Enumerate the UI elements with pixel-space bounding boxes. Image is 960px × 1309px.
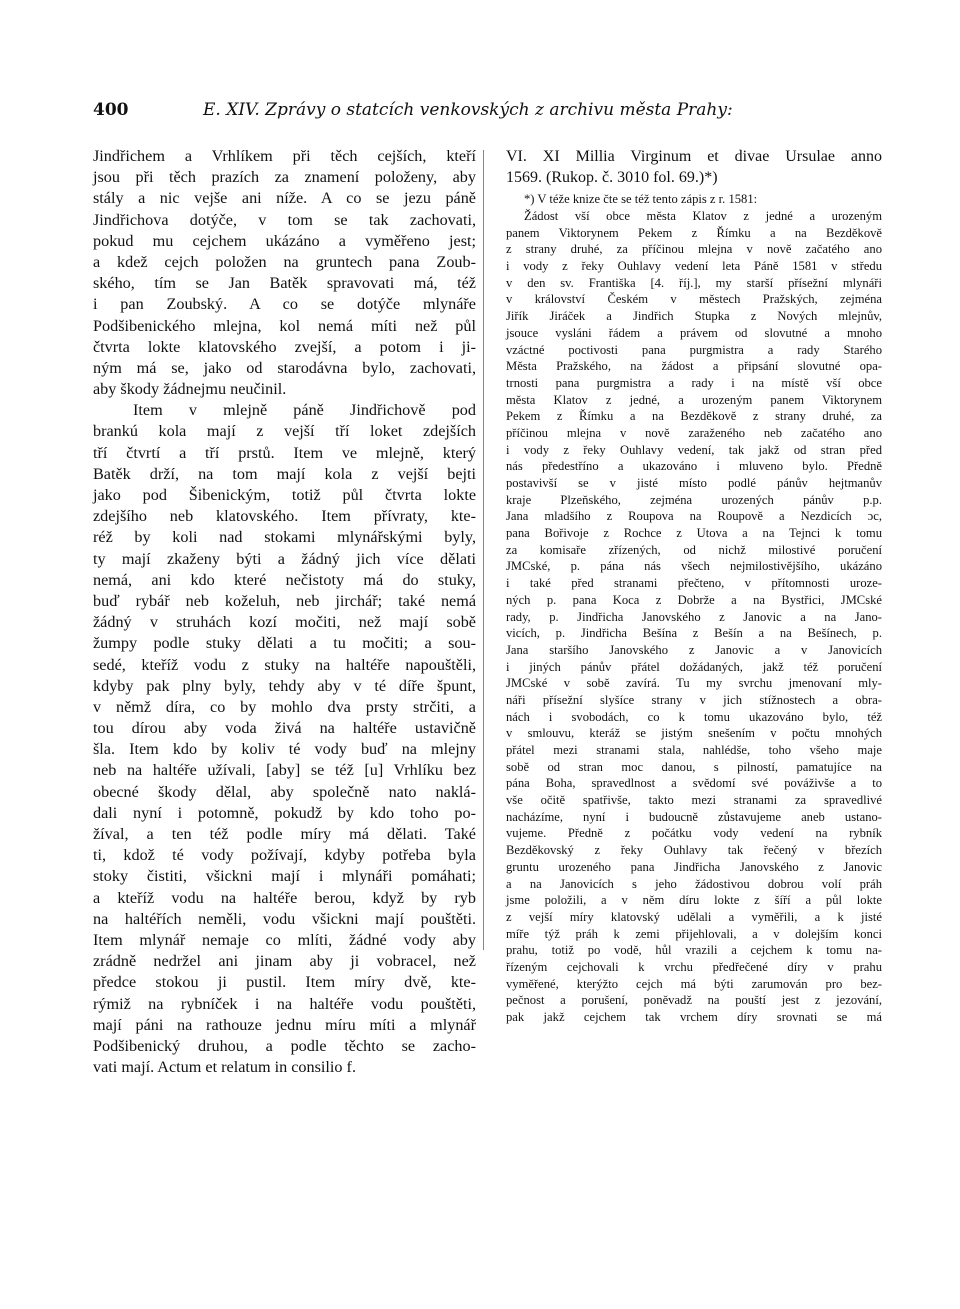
text-line: jako pod Šibenickým, totiž půl čtvrta lokte — [93, 486, 476, 504]
footnote-text-line: v království Českém v městech Pražských, zejména — [506, 292, 882, 307]
text-line: v němž díra, co by mohlo dva prsty strčiti, a — [93, 697, 476, 716]
footnote-text-line: míře týž práh k zemi přijehlovali, a v dolejším konci — [506, 926, 882, 941]
footnote-text-line: Žádost vší obce města Klatov z jedné a urozeným — [524, 209, 882, 223]
page-header — [93, 100, 873, 126]
footnote-text-line: pána Boha, spravedlnost a svědomí své pováživše a to — [506, 776, 882, 791]
text-line: čtvrta lokte klatovského zvejší, a potom i ji- — [93, 337, 476, 356]
footnote-text-line: pečnost a porušení, poněvadž na pouští jest z jezování, — [506, 993, 882, 1008]
column-divider — [483, 150, 484, 950]
footnote-text-line: z vejší míry klatovský udělali a vyměřili, a k jisté — [506, 909, 882, 924]
footnote-text-line: v den sv. Františka [4. říj.], my starší přísežní mlynáři — [506, 275, 882, 290]
text-line: šla. Item kdo by koliv té vody buď na mlejny — [93, 740, 476, 759]
footnote-text-line: nás předestříno a ukazováno i mluveno bylo. Předně — [506, 459, 882, 474]
footnote-text-line: vujeme. Předně z počátku vody vedení na rybník — [506, 826, 882, 841]
footnote-text-line: JMCské v sobě zavírá. Tu my svrchu jmenovaní mly- — [506, 676, 882, 691]
footnote-text-line: za komisaře zřízených, od nichž milostivé poručení — [506, 542, 882, 557]
text-line: a kteříž vodu na haltéře berou, když by ryb — [93, 888, 476, 907]
footnote-text-line: vše očitě spatřivše, takto mezi stranami za spravedlivé — [506, 793, 882, 808]
footnote-text-line: pak jakž cejchem tak vrchem díry srovnati se má — [506, 1010, 882, 1024]
footnote-text-line: gruntu urozeného pana Jindřicha Janovského z Janovic — [506, 859, 882, 874]
footnote-text-line: i také před stranami přečteno, v přítomnosti uroze- — [506, 576, 882, 591]
footnote-text-line: Jana staršího Janovského z Janovic a v Janovicích — [506, 642, 882, 657]
footnote-text-line: rady, p. Jindřicha Janovského z Janovic a na Jano- — [506, 609, 882, 624]
text-line: Podšibenický druhou, a podle těchto se zacho- — [93, 1036, 476, 1055]
section-heading-line: VI. XI Millia Virginum et divae Ursulae anno — [506, 148, 882, 165]
footnote-text-line: jsouce vysláni řádem a právem od slovutné a mnoho — [506, 325, 882, 340]
footnote-text-line: trnosti pana purgmistra a rady i na místě vší obce — [506, 375, 882, 390]
text-line: stoky čistiti, všickni mají i mlynáři pomáhati; — [93, 867, 476, 886]
text-line: žumpy podle stuky dělati a tu močiti; a sou- — [93, 634, 476, 653]
text-line: pokud mu cejchem ukázáno a vyměřeno jest; — [93, 231, 476, 250]
running-title: E. XIV. Zprávy o statcích venkovských z archivu města Prahy: — [203, 100, 733, 120]
footnote-text-line: pana Bořivoje z Rochce z Utova a na Tejnci k tomu — [506, 526, 882, 541]
footnote-text-line: vicích, p. Jindřicha Bešína z Bešín a na Bešínech, p. — [506, 626, 882, 641]
text-line: Jindřichem a Vrhlíkem při těch cejších, kteří — [93, 147, 476, 165]
section-heading-line: 1569. (Rukop. č. 3010 fol. 69.)*) — [506, 169, 718, 186]
text-line: ti, kdož té vody požívají, kdyby potřeba byla — [93, 846, 476, 865]
text-line: zrádně nedržel ani jinam aby ji vobracel, než — [93, 952, 476, 971]
text-line: na haltéřích neměli, vodu všickni mají pouštěti. — [93, 909, 476, 928]
text-line: obecné škody dělal, aby společně nato naklá- — [93, 782, 476, 801]
footnote-text-line: panem Viktorynem Pekem z Římku a na Bezděkově — [506, 225, 882, 240]
text-line: ným má se, jako od starodávna bylo, zachovati, — [93, 358, 476, 377]
text-line: neb na haltéře užívali, [aby] se též [u] Vrhlíku bez — [93, 761, 476, 780]
footnote-line: *) V téže knize čte se též tento zápis z r. 1581: — [524, 192, 758, 206]
text-line: zdejšího neb klatovského. Item přívraty, kte- — [93, 507, 476, 526]
footnote-text-line: nacházíme, nyní i budoucně zůstavujeme aneb ustano- — [506, 809, 882, 824]
footnote-text-line: ných p. pana Koca z Dobrže a na Bystřici, JMCské — [506, 592, 882, 607]
right-column — [506, 146, 882, 1026]
text-line: ty mají zkaženy býti a žádný jich více dělati — [93, 549, 476, 568]
page-number: 400 — [93, 100, 129, 120]
text-line: ského, tím se Jan Batěk spravovati má, též — [93, 274, 476, 293]
footnote-text-line: Bezděkovský z řeky Ouhlavy tak řečený v březích — [506, 843, 882, 858]
text-line: dali nyní i potomně, pokudž by kdo toho po- — [93, 803, 476, 822]
text-line: kdyby pak plny byly, tehdy aby v té díře špunt, — [93, 676, 476, 695]
text-line: vati mají. Actum et relatum in consilio f. — [93, 1058, 356, 1077]
text-line: buď rybář neb koželuh, neb jirchář; také nemá — [93, 591, 476, 610]
footnote-text-line: sobě od stran moc danou, s pilností, pamatujíce na — [506, 759, 882, 774]
footnote-text-line: nách i svobodách, co k tomu ukazováno bylo, též — [506, 709, 882, 724]
text-line: a kdež cejch položen na gruntech pana Zoub- — [93, 252, 476, 271]
footnote-text-line: i jiných pánův přátel dožádaných, jakž též poručení — [506, 659, 882, 674]
text-line: Jindřichova dotýče, v tom se tak zachovati, — [93, 210, 476, 229]
footnote-text-line: řízeným cejchovali k vrchu předřečené díry v prahu — [506, 959, 882, 974]
footnote-text-line: a na Janovicích s jeho žádostivou dobrou volí práh — [506, 876, 882, 891]
text-line: aby škody žádnejmu neučinil. — [93, 380, 287, 399]
footnote-body — [506, 208, 882, 1026]
text-line: sedé, kteříž vodu z stuky na haltéře napouštěli, — [93, 655, 476, 674]
footnote-text-line: i vody z řeky Ouhlavy vedení leta Páně 1581 v středu — [506, 259, 882, 274]
text-line: i pan Zoubský. A co se dotýče mlynáře — [93, 295, 476, 314]
footnote-text-line: Jiřík Jiráček a Jindřich Stupka z Nových mlejnův, — [506, 309, 882, 324]
footnote-text-line: Města Pražského, na žádost a připsání slovutné opa- — [506, 359, 882, 374]
text-line: réž by koli nad stokami mlynářskými byly, — [93, 528, 476, 547]
text-line: nemá, ani kdo které nečistoty má do stuky, — [93, 570, 476, 589]
text-line: jsou při těch prazích za znamení položeny, aby — [93, 168, 476, 187]
footnote-text-line: prahu, totiž po vodě, hůl vrazili a cejchem k tomu na- — [506, 943, 882, 958]
footnote-text-line: Pekem z Římku a na Bezděkově z strany druhé, za — [506, 409, 882, 424]
text-line: žádný v struhách kozí močiti, než mají sobě — [93, 613, 476, 632]
text-line: tří čtvrtí a tří prstů. Item ve mlejně, který — [93, 443, 476, 462]
footnote-text-line: JMCské, p. pána nás všech nejmilostivějšího, ukázáno — [506, 559, 882, 574]
footnote-text-line: města Klatov z jedné, a urozeným panem Viktorynem — [506, 392, 882, 407]
footnote-text-line: vyměřené, kterýžto cejch má býti zarumován pro bez- — [506, 976, 882, 991]
text-line: Item v mlejně páně Jindřichově pod — [133, 401, 476, 420]
left-column — [93, 146, 476, 1078]
text-line: Batěk drží, na tom mají kola z vejší bejti — [93, 464, 476, 483]
footnote-text-line: kraje Plzeňského, zejména urozených pánův p.p. — [506, 492, 882, 507]
footnote-text-line: náři přísežní slyšíce strany v jich stížnostech a obra- — [506, 692, 882, 707]
footnote-text-line: příčinou mlejna v nově zaraženého neb začatého ano — [506, 425, 882, 440]
text-line: rýmiž na rybníček i na haltéře vodu pouštěti, — [93, 994, 476, 1013]
text-line: mají páni na rathouze jednu míru míti a mlynář — [93, 1015, 476, 1034]
text-line: žíval, a ten též podle míry má dělati. Také — [93, 825, 476, 843]
footnote-text-line: přátel mezi stranami stala, nahlédše, toho všeho maje — [506, 743, 882, 757]
footnote-text-line: Jana mladšího z Roupova na Roupově a Nezdicích ɔc, — [506, 509, 882, 524]
text-line: Item mlynář nemaje co mlíti, žádné vody aby — [93, 930, 476, 949]
text-line: předce stokou ji pustil. Item míry dvě, kte- — [93, 973, 476, 992]
footnote-text-line: vzáctné poctivosti pana purgmistra a rady Starého — [506, 342, 882, 357]
footnote-text-line: z strany druhé, za příčinou mlejna v nově začatého ano — [506, 242, 882, 257]
text-line: brankú kola mají z vejší tří loket zdejších — [93, 422, 476, 441]
text-line: stály a nic vejše ani níže. A co se jezu páně — [93, 189, 476, 208]
text-line: Podšibenického mlejna, kol nemá míti než půl — [93, 316, 476, 335]
text-line: tou dírou aby voda živá na haltéře ustavičně — [93, 719, 476, 738]
footnote-text-line: v smlouvu, kteráž se jistým snešením v počtu mnohých — [506, 726, 882, 741]
footnote-text-line: jsme položili, a v něm díru lokte z šíří a půl lokte — [506, 893, 882, 908]
footnote-text-line: i vody z řeky Ouhlavy vedení, tak jakž od stran před — [506, 442, 882, 457]
footnote-text-line: postavivší se v jisté místo podlé pánův hejtmanův — [506, 476, 882, 490]
